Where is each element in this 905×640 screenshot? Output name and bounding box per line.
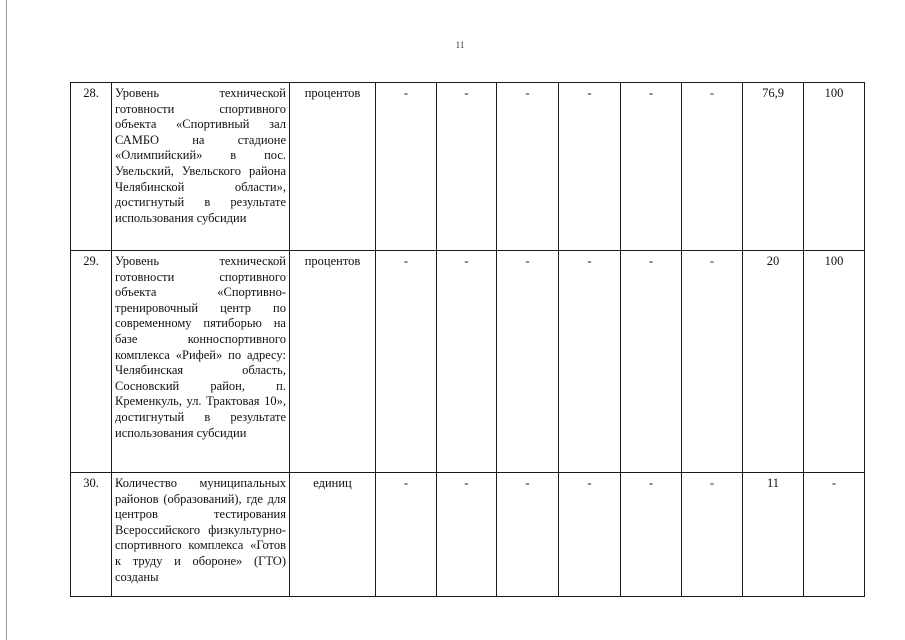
value-cell: - — [682, 251, 743, 473]
indicator-description: Уровень технической готовности спортивного объекта «Спортивно-тренировочный центр по современному пятиборью на базе конноспортивного комплекса «Рифей» по адресу: Челябинская область, Сосновский район, п. Кременкуль, ул. Трактовая 10», достигнутый в результате использования субсидии — [112, 251, 290, 473]
table-row — [71, 83, 865, 251]
value-cell: - — [437, 251, 497, 473]
value-cell: - — [621, 83, 682, 251]
page-edge-line — [6, 0, 7, 640]
indicator-description: Количество муниципальных районов (образований), где для центров тестирования Всероссийского физкультурно-спортивного комплекса «Готов к труду и обороне» (ГТО) созданы — [112, 473, 290, 597]
value-cell: 20 — [743, 251, 804, 473]
page-number: 11 — [455, 40, 465, 50]
value-cell: - — [497, 83, 559, 251]
value-cell: - — [497, 473, 559, 597]
value-cell: 100 — [804, 83, 865, 251]
unit-of-measure: единиц — [290, 473, 376, 597]
indicator-description: Уровень технической готовности спортивного объекта «Спортивный зал САМБО на стадионе «Олимпийский» в пос. Увельский, Увельского района Челябинской области», достигнутый в результате использования субсидии — [112, 83, 290, 251]
unit-of-measure: процентов — [290, 251, 376, 473]
table-row — [71, 473, 865, 597]
indicators-table — [70, 82, 865, 597]
table-row — [71, 251, 865, 473]
value-cell: - — [376, 83, 437, 251]
value-cell: - — [621, 251, 682, 473]
value-cell: - — [804, 473, 865, 597]
value-cell: - — [682, 83, 743, 251]
value-cell: - — [376, 473, 437, 597]
value-cell: - — [437, 473, 497, 597]
row-number: 28. — [71, 83, 112, 251]
value-cell: - — [376, 251, 437, 473]
value-cell: - — [437, 83, 497, 251]
value-cell: - — [559, 473, 621, 597]
value-cell: 100 — [804, 251, 865, 473]
value-cell: - — [559, 251, 621, 473]
unit-of-measure: процентов — [290, 83, 376, 251]
row-number: 29. — [71, 251, 112, 473]
value-cell: - — [559, 83, 621, 251]
value-cell: - — [682, 473, 743, 597]
value-cell: - — [497, 251, 559, 473]
value-cell: 11 — [743, 473, 804, 597]
value-cell: - — [621, 473, 682, 597]
row-number: 30. — [71, 473, 112, 597]
value-cell: 76,9 — [743, 83, 804, 251]
